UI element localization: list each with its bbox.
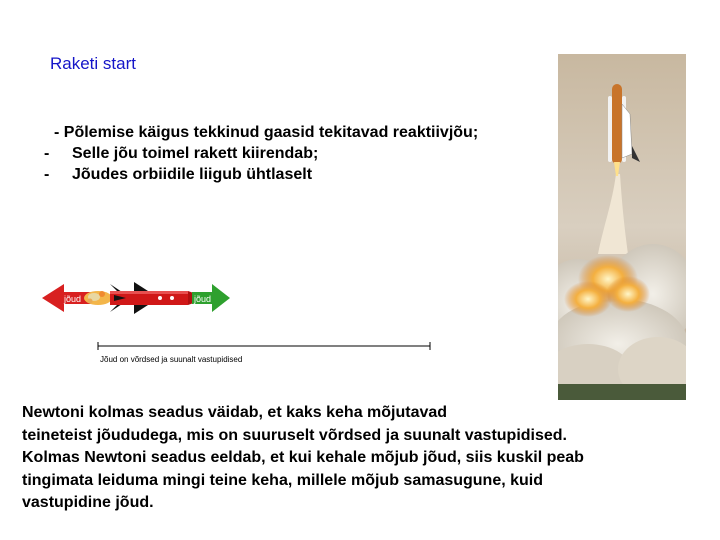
bullet-item — [44, 164, 478, 185]
left-arrow-label: jõud — [64, 294, 82, 304]
newton-paragraph — [22, 402, 672, 515]
caption-bracket — [98, 342, 430, 350]
paragraph-line: vastupidine jõud. — [22, 494, 154, 511]
shuttle-launch-photo — [558, 54, 686, 400]
paragraph-line: teineteist jõududega, mis on suuruselt võrdsed ja suunalt vastupidised. — [22, 426, 567, 444]
bullet-item — [44, 143, 478, 164]
bullet-list — [44, 122, 478, 185]
bullet-text: Jõudes orbiidile liigub ühtlaselt — [72, 166, 313, 183]
diagram-caption: Jõud on võrdsed ja suunalt vastupidised — [100, 355, 243, 364]
bullet-text: Selle jõu toimel rakett kiirendab; — [72, 145, 319, 162]
right-arrow-label: jõud — [194, 294, 212, 304]
rocket-forces-diagram — [30, 270, 450, 380]
slide-title: Raketi start — [50, 54, 136, 73]
right-force-arrow — [192, 284, 230, 312]
paragraph-line: Newtoni kolmas seadus väidab, et kaks keha mõjutavad — [22, 404, 448, 421]
paragraph-line: Kolmas Newtoni seadus eeldab, et kui kehale mõjub jõud, siis kuskil peab — [22, 449, 584, 466]
bullet-dash: - — [44, 145, 50, 162]
bullet-item: - Põlemise käigus tekkinud gaasid tekitavad reaktiivjõu; — [54, 124, 479, 141]
exhaust-flame — [84, 291, 112, 305]
paragraph-line: tingimata leiduma mingi teine keha, millele mõjub samasugune, kuid — [22, 471, 544, 489]
bullet-dash: - — [44, 166, 50, 183]
